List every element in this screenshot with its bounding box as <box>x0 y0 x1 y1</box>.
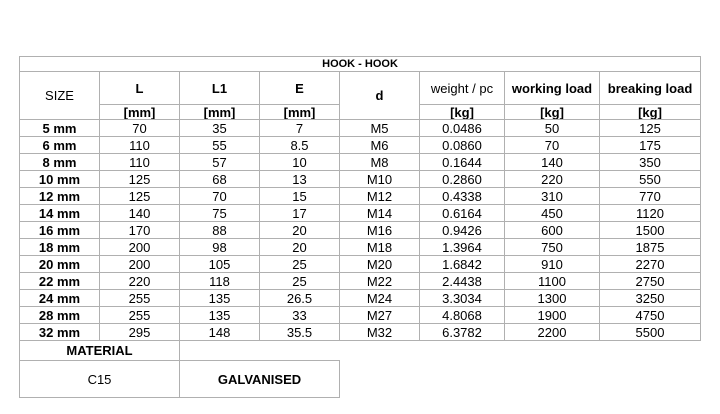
unit-l: [mm] <box>100 105 180 120</box>
cell-e: 20 <box>260 222 340 239</box>
table-row <box>20 324 701 341</box>
table-row <box>20 188 701 205</box>
cell-weight: 0.0486 <box>420 120 505 137</box>
header-d: d <box>340 72 420 120</box>
cell-l: 255 <box>100 290 180 307</box>
cell-size: 24 mm <box>20 290 100 307</box>
unit-working-load: [kg] <box>505 105 600 120</box>
cell-l1: 105 <box>180 256 260 273</box>
cell-l1: 35 <box>180 120 260 137</box>
cell-working-load: 2200 <box>505 324 600 341</box>
cell-breaking-load: 2750 <box>600 273 701 290</box>
cell-weight: 0.6164 <box>420 205 505 222</box>
cell-size: 12 mm <box>20 188 100 205</box>
material-title: MATERIAL <box>20 341 180 361</box>
cell-l: 110 <box>100 137 180 154</box>
cell-l: 125 <box>100 188 180 205</box>
cell-d: M10 <box>340 171 420 188</box>
cell-d: M5 <box>340 120 420 137</box>
cell-d: M18 <box>340 239 420 256</box>
cell-e: 25 <box>260 273 340 290</box>
cell-breaking-load: 350 <box>600 154 701 171</box>
cell-d: M16 <box>340 222 420 239</box>
header-breaking-load: breaking load <box>600 72 701 105</box>
cell-working-load: 220 <box>505 171 600 188</box>
header-l: L <box>100 72 180 105</box>
cell-weight: 0.4338 <box>420 188 505 205</box>
cell-weight: 0.9426 <box>420 222 505 239</box>
cell-weight: 2.4438 <box>420 273 505 290</box>
cell-l1: 135 <box>180 307 260 324</box>
cell-e: 26.5 <box>260 290 340 307</box>
header-l1: L1 <box>180 72 260 105</box>
cell-working-load: 600 <box>505 222 600 239</box>
cell-breaking-load: 1500 <box>600 222 701 239</box>
cell-e: 7 <box>260 120 340 137</box>
table-row <box>20 137 701 154</box>
cell-size: 20 mm <box>20 256 100 273</box>
cell-size: 16 mm <box>20 222 100 239</box>
cell-breaking-load: 1875 <box>600 239 701 256</box>
cell-size: 10 mm <box>20 171 100 188</box>
cell-e: 35.5 <box>260 324 340 341</box>
cell-l1: 55 <box>180 137 260 154</box>
cell-l: 125 <box>100 171 180 188</box>
header-size: SIZE <box>20 72 100 120</box>
cell-working-load: 140 <box>505 154 600 171</box>
cell-size: 32 mm <box>20 324 100 341</box>
cell-l1: 88 <box>180 222 260 239</box>
cell-working-load: 450 <box>505 205 600 222</box>
cell-l: 70 <box>100 120 180 137</box>
table-row <box>20 222 701 239</box>
cell-size: 14 mm <box>20 205 100 222</box>
cell-weight: 6.3782 <box>420 324 505 341</box>
cell-e: 15 <box>260 188 340 205</box>
cell-breaking-load: 5500 <box>600 324 701 341</box>
unit-e: [mm] <box>260 105 340 120</box>
cell-l: 295 <box>100 324 180 341</box>
cell-d: M22 <box>340 273 420 290</box>
cell-l1: 75 <box>180 205 260 222</box>
cell-e: 10 <box>260 154 340 171</box>
blank-area <box>180 341 701 361</box>
cell-working-load: 1900 <box>505 307 600 324</box>
cell-breaking-load: 770 <box>600 188 701 205</box>
cell-breaking-load: 175 <box>600 137 701 154</box>
cell-weight: 0.1644 <box>420 154 505 171</box>
cell-d: M12 <box>340 188 420 205</box>
cell-working-load: 910 <box>505 256 600 273</box>
cell-working-load: 50 <box>505 120 600 137</box>
table-row <box>20 307 701 324</box>
cell-breaking-load: 1120 <box>600 205 701 222</box>
cell-l: 200 <box>100 256 180 273</box>
table-row <box>20 154 701 171</box>
table-row <box>20 273 701 290</box>
header-working-load: working load <box>505 72 600 105</box>
cell-l: 110 <box>100 154 180 171</box>
table-row <box>20 120 701 137</box>
cell-d: M14 <box>340 205 420 222</box>
cell-d: M32 <box>340 324 420 341</box>
cell-weight: 0.0860 <box>420 137 505 154</box>
cell-working-load: 1100 <box>505 273 600 290</box>
table-row <box>20 290 701 307</box>
table-row <box>20 239 701 256</box>
spec-table <box>19 56 701 398</box>
cell-e: 8.5 <box>260 137 340 154</box>
cell-l: 170 <box>100 222 180 239</box>
cell-size: 8 mm <box>20 154 100 171</box>
cell-l: 255 <box>100 307 180 324</box>
cell-weight: 4.8068 <box>420 307 505 324</box>
cell-l: 140 <box>100 205 180 222</box>
unit-l1: [mm] <box>180 105 260 120</box>
table-row <box>20 171 701 188</box>
cell-size: 5 mm <box>20 120 100 137</box>
material-finish: GALVANISED <box>180 361 340 398</box>
cell-weight: 1.6842 <box>420 256 505 273</box>
cell-e: 20 <box>260 239 340 256</box>
cell-l1: 57 <box>180 154 260 171</box>
cell-l1: 135 <box>180 290 260 307</box>
cell-l1: 70 <box>180 188 260 205</box>
cell-breaking-load: 4750 <box>600 307 701 324</box>
cell-working-load: 750 <box>505 239 600 256</box>
header-weight: weight / pc <box>420 72 505 105</box>
cell-size: 6 mm <box>20 137 100 154</box>
unit-breaking-load: [kg] <box>600 105 701 120</box>
cell-working-load: 310 <box>505 188 600 205</box>
unit-weight: [kg] <box>420 105 505 120</box>
cell-d: M24 <box>340 290 420 307</box>
cell-e: 33 <box>260 307 340 324</box>
cell-breaking-load: 2270 <box>600 256 701 273</box>
cell-d: M27 <box>340 307 420 324</box>
table-row <box>20 205 701 222</box>
cell-working-load: 1300 <box>505 290 600 307</box>
header-e: E <box>260 72 340 105</box>
material-grade: C15 <box>20 361 180 398</box>
cell-d: M8 <box>340 154 420 171</box>
cell-working-load: 70 <box>505 137 600 154</box>
cell-l: 200 <box>100 239 180 256</box>
cell-e: 17 <box>260 205 340 222</box>
cell-breaking-load: 550 <box>600 171 701 188</box>
cell-breaking-load: 125 <box>600 120 701 137</box>
cell-size: 22 mm <box>20 273 100 290</box>
cell-weight: 0.2860 <box>420 171 505 188</box>
cell-l1: 98 <box>180 239 260 256</box>
table-row <box>20 256 701 273</box>
cell-l1: 148 <box>180 324 260 341</box>
cell-weight: 1.3964 <box>420 239 505 256</box>
cell-d: M20 <box>340 256 420 273</box>
table-title: HOOK - HOOK <box>20 57 701 72</box>
blank-area <box>340 361 701 398</box>
cell-e: 13 <box>260 171 340 188</box>
cell-l: 220 <box>100 273 180 290</box>
cell-l1: 68 <box>180 171 260 188</box>
cell-weight: 3.3034 <box>420 290 505 307</box>
cell-breaking-load: 3250 <box>600 290 701 307</box>
cell-size: 18 mm <box>20 239 100 256</box>
cell-size: 28 mm <box>20 307 100 324</box>
cell-e: 25 <box>260 256 340 273</box>
cell-d: M6 <box>340 137 420 154</box>
cell-l1: 118 <box>180 273 260 290</box>
